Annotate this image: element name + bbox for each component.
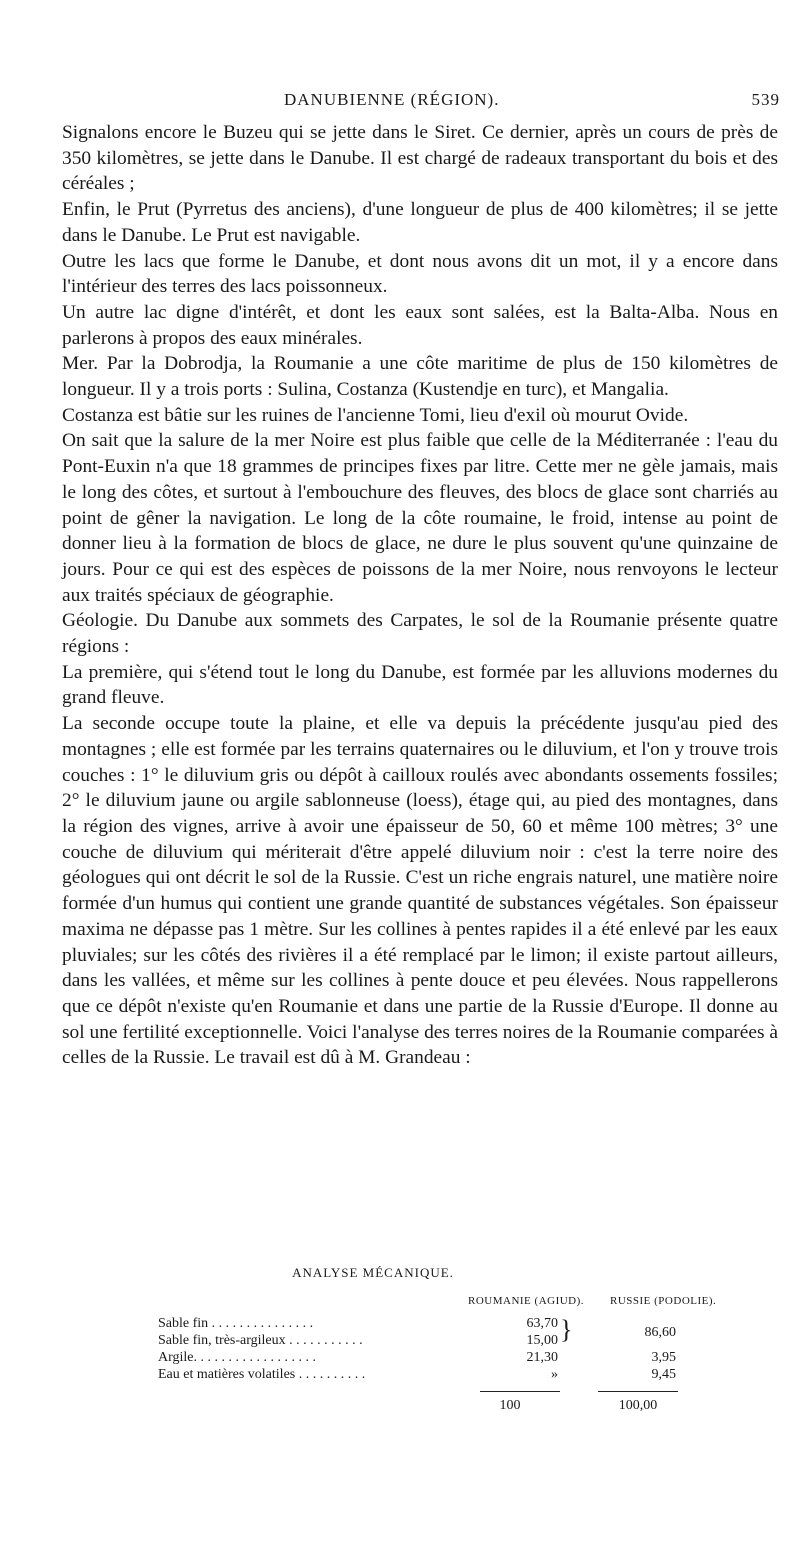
- total-roumanie: 100: [499, 1398, 521, 1413]
- value-roumanie: 63,70: [526, 1316, 558, 1331]
- table-row: [158, 1325, 738, 1349]
- paragraph: Un autre lac digne d'intérêt, et dont les eaux sont salées, est la Balta-Alba. Nous en parlerons à propos des eaux minérales.: [62, 301, 778, 349]
- brace-mark: }: [560, 1315, 573, 1344]
- paragraph: La première, qui s'étend tout le long du Danube, est formée par les alluvions modernes du grand fleuve.: [62, 661, 778, 709]
- total-rule: [598, 1391, 678, 1392]
- value-russie: 86,60: [644, 1325, 676, 1340]
- paragraph: Enfin, le Prut (Pyrretus des anciens), d'une longueur de plus de 400 kilomètres; il se jette dans le Danube. Le Prut est navigable.: [62, 199, 778, 246]
- value-russie: 9,45: [651, 1367, 676, 1382]
- column-header-russie: RUSSIE (PODOLIE).: [610, 1295, 717, 1307]
- value-roumanie: 15,00: [526, 1333, 558, 1348]
- value-roumanie: »: [551, 1367, 558, 1382]
- running-header: [62, 86, 780, 114]
- total-rule: [480, 1391, 560, 1392]
- paragraph: Signalons encore le Buzeu qui se jette dans le Siret. Ce dernier, après un cours de près de 350 kilomètres, se jette dans le Danube. Il est chargé de radeaux transportant du bois et des céréales ;: [62, 122, 778, 195]
- table-title: ANALYSE MÉCANIQUE.: [292, 1265, 454, 1280]
- table-row: [158, 1366, 738, 1383]
- row-label: Argile. . . . . . . . . . . . . . . . . .: [158, 1350, 317, 1365]
- paragraph: Outre les lacs que forme le Danube, et dont nous avons dit un mot, il y a encore dans l'intérieur des terres des lacs poissonneux.: [62, 250, 778, 298]
- row-label: Eau et matières volatiles . . . . . . . . . .: [158, 1367, 366, 1382]
- paragraph: On sait que la salure de la mer Noire est plus faible que celle de la Méditerranée : l'eau du Pont-Euxin n'a que 18 grammes de principes fixes par litre. Cette mer ne gèle jamais, mais le long des côtes, et surtout à l'embouchure des fleuves, des blocs de glace sont charriés au point de gêner la navigation. Le long de la côte roumaine, le froid, intense au point de donner lieu à la formation de blocs de glace, ne dure le plus souvent qu'une quinzaine de jours. Pour ce qui est des espèces de poissons de la mer Noire, nous renvoyons le lecteur aux traités spéciaux de géographie.: [62, 430, 778, 606]
- table-row: [158, 1349, 738, 1366]
- table-column-headers: [158, 1295, 738, 1315]
- paragraph: Mer. Par la Dobrodja, la Roumanie a une côte maritime de plus de 150 kilomètres de longueur. Il y a trois ports : Sulina, Costanza (Kustendje en turc), et Mangalia.: [62, 353, 778, 401]
- body-text: [62, 120, 778, 1071]
- page-number: 539: [751, 90, 780, 109]
- paragraph: Géologie. Du Danube aux sommets des Carpates, le sol de la Roumanie présente quatre régions :: [62, 610, 778, 658]
- value-roumanie: 21,30: [526, 1350, 558, 1365]
- paragraph: Costanza est bâtie sur les ruines de l'ancienne Tomi, lieu d'exil où mourut Ovide.: [62, 404, 689, 426]
- column-header-roumanie: ROUMANIE (AGIUD).: [468, 1295, 585, 1307]
- row-label: Sable fin . . . . . . . . . . . . . . .: [158, 1316, 314, 1331]
- total-russie: 100,00: [618, 1398, 658, 1413]
- row-label: Sable fin, très-argileux . . . . . . . . . . .: [158, 1333, 363, 1348]
- total-rules: [158, 1383, 738, 1397]
- analysis-table: [158, 1265, 738, 1414]
- total-row: [158, 1397, 738, 1414]
- value-russie: 3,95: [651, 1350, 676, 1365]
- paragraph: La seconde occupe toute la plaine, et elle va depuis la précédente jusqu'au pied des montagnes ; elle est formée par les terrains quaternaires ou le diluvium, et l'on y trouve trois couches : 1° le diluvium gris ou dépôt à cailloux roulés avec abondants ossements fossiles; 2° le diluvium jaune ou argile sablonneuse (loess), étage qui, au pied des montagnes, dans la région des vignes, arrive à avoir une épaisseur de 50, 60 et même 100 mètres; 3° une couche de diluvium qui mériterait d'être appelé diluvium noir : c'est la terre noire des géologues qui ont décrit le sol de la Russie. C'est un riche engrais naturel, une matière noire formée d'un humus qui contient une grande quantité de substances végétales. Son épaisseur maxima ne dépasse pas 1 mètre. Sur les collines à pentes rapides il a été enlevé par les eaux pluviales; sur les côtés des rivières il a été remplacé par le limon; il existe partout ailleurs, dans les vallées, et même sur les collines à pente douce et peu élevées. Nous rappellerons que ce dépôt n'existe qu'en Roumanie et dans une partie de la Russie d'Europe. Il donne au sol une fertilité exceptionnelle. Voici l'analyse des terres noires de la Roumanie comparées à celles de la Russie. Le travail est dû à M. Grandeau :: [62, 713, 778, 1069]
- header-title: DANUBIENNE (RÉGION).: [284, 90, 500, 109]
